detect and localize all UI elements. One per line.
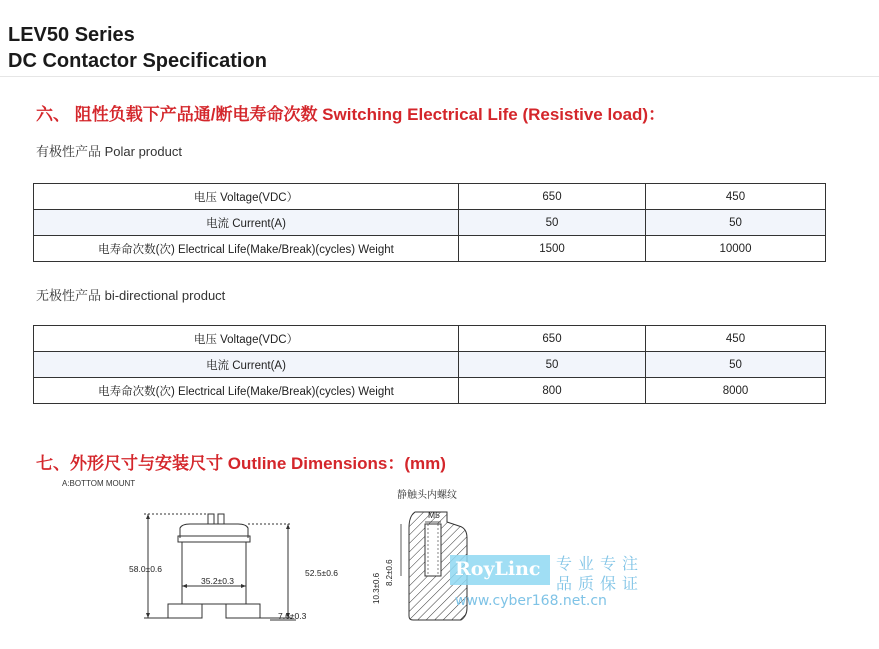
table-cell: 50 — [646, 210, 826, 236]
bottom-mount-label: A:BOTTOM MOUNT — [62, 479, 136, 488]
row-label-electrical-life: 电寿命次数(次) Electrical Life(Make/Break)(cycles) Weight — [34, 236, 459, 262]
terminal-stud-right — [218, 514, 224, 524]
section-7-title: 七、外形尺寸与安装尺寸 Outline Dimensions：(mm) — [36, 454, 446, 473]
table-cell: 450 — [646, 326, 826, 352]
table-cell: 450 — [646, 184, 826, 210]
table-row — [34, 378, 826, 404]
contactor-body — [182, 542, 246, 604]
dim-depth-outer: 10.3±0.6 — [372, 572, 381, 604]
bidirectional-spec-table — [33, 325, 826, 404]
dim-height-total: 58.0±0.6 — [129, 564, 163, 574]
dim-height-body: 52.5±0.6 — [305, 568, 339, 578]
dim-depth-inner: 8.2±0.6 — [385, 559, 394, 586]
table-cell: 1500 — [459, 236, 646, 262]
section-6-title: 六、 阻性负载下产品通/断电寿命次数 Switching Electrical Life (Resistive load)： — [36, 105, 666, 124]
table-cell: 650 — [459, 326, 646, 352]
table-cell: 50 — [646, 352, 826, 378]
row-label-voltage: 电压 Voltage(VDC） — [34, 326, 459, 352]
table-cell: 800 — [459, 378, 646, 404]
dim-body-width: 35.2±0.3 — [201, 576, 235, 586]
watermark-url: www.cyber168.net.cn — [455, 593, 607, 609]
bidirectional-subtitle: 无极性产品 bi-directional product — [36, 288, 226, 303]
mount-foot-right — [226, 604, 260, 618]
row-label-current: 电流 Current(A) — [34, 210, 459, 236]
watermark-slogan-1: 专业专注 — [556, 556, 645, 573]
table-row — [34, 236, 826, 262]
polar-spec-table — [33, 183, 826, 262]
watermark-logo: RoyLinc — [455, 558, 541, 580]
table-row — [34, 352, 826, 378]
dim-foot: 7.6±0.3 — [278, 611, 307, 621]
row-label-voltage: 电压 Voltage(VDC） — [34, 184, 459, 210]
polar-subtitle: 有极性产品 Polar product — [36, 144, 182, 159]
series-title: LEV50 Series — [8, 24, 135, 46]
contactor-cap-band — [178, 536, 250, 542]
table-row — [34, 210, 826, 236]
table-cell: 50 — [459, 352, 646, 378]
table-cell: 650 — [459, 184, 646, 210]
table-cell: 8000 — [646, 378, 826, 404]
table-cell: 50 — [459, 210, 646, 236]
table-cell: 10000 — [646, 236, 826, 262]
thread-bore — [425, 524, 441, 576]
terminal-stud-left — [208, 514, 214, 524]
header-divider — [0, 76, 879, 77]
row-label-current: 电流 Current(A) — [34, 352, 459, 378]
thread-detail-label: 静触头内螺纹 — [397, 490, 457, 501]
row-label-electrical-life: 电寿命次数(次) Electrical Life(Make/Break)(cycles) Weight — [34, 378, 459, 404]
table-row — [34, 184, 826, 210]
dim-thread: M5 — [428, 510, 440, 520]
table-row — [34, 326, 826, 352]
document-header — [8, 22, 267, 74]
watermark-slogan-2: 品质保证 — [556, 576, 645, 593]
mount-foot-left — [168, 604, 202, 618]
document-title: DC Contactor Specification — [8, 50, 267, 72]
